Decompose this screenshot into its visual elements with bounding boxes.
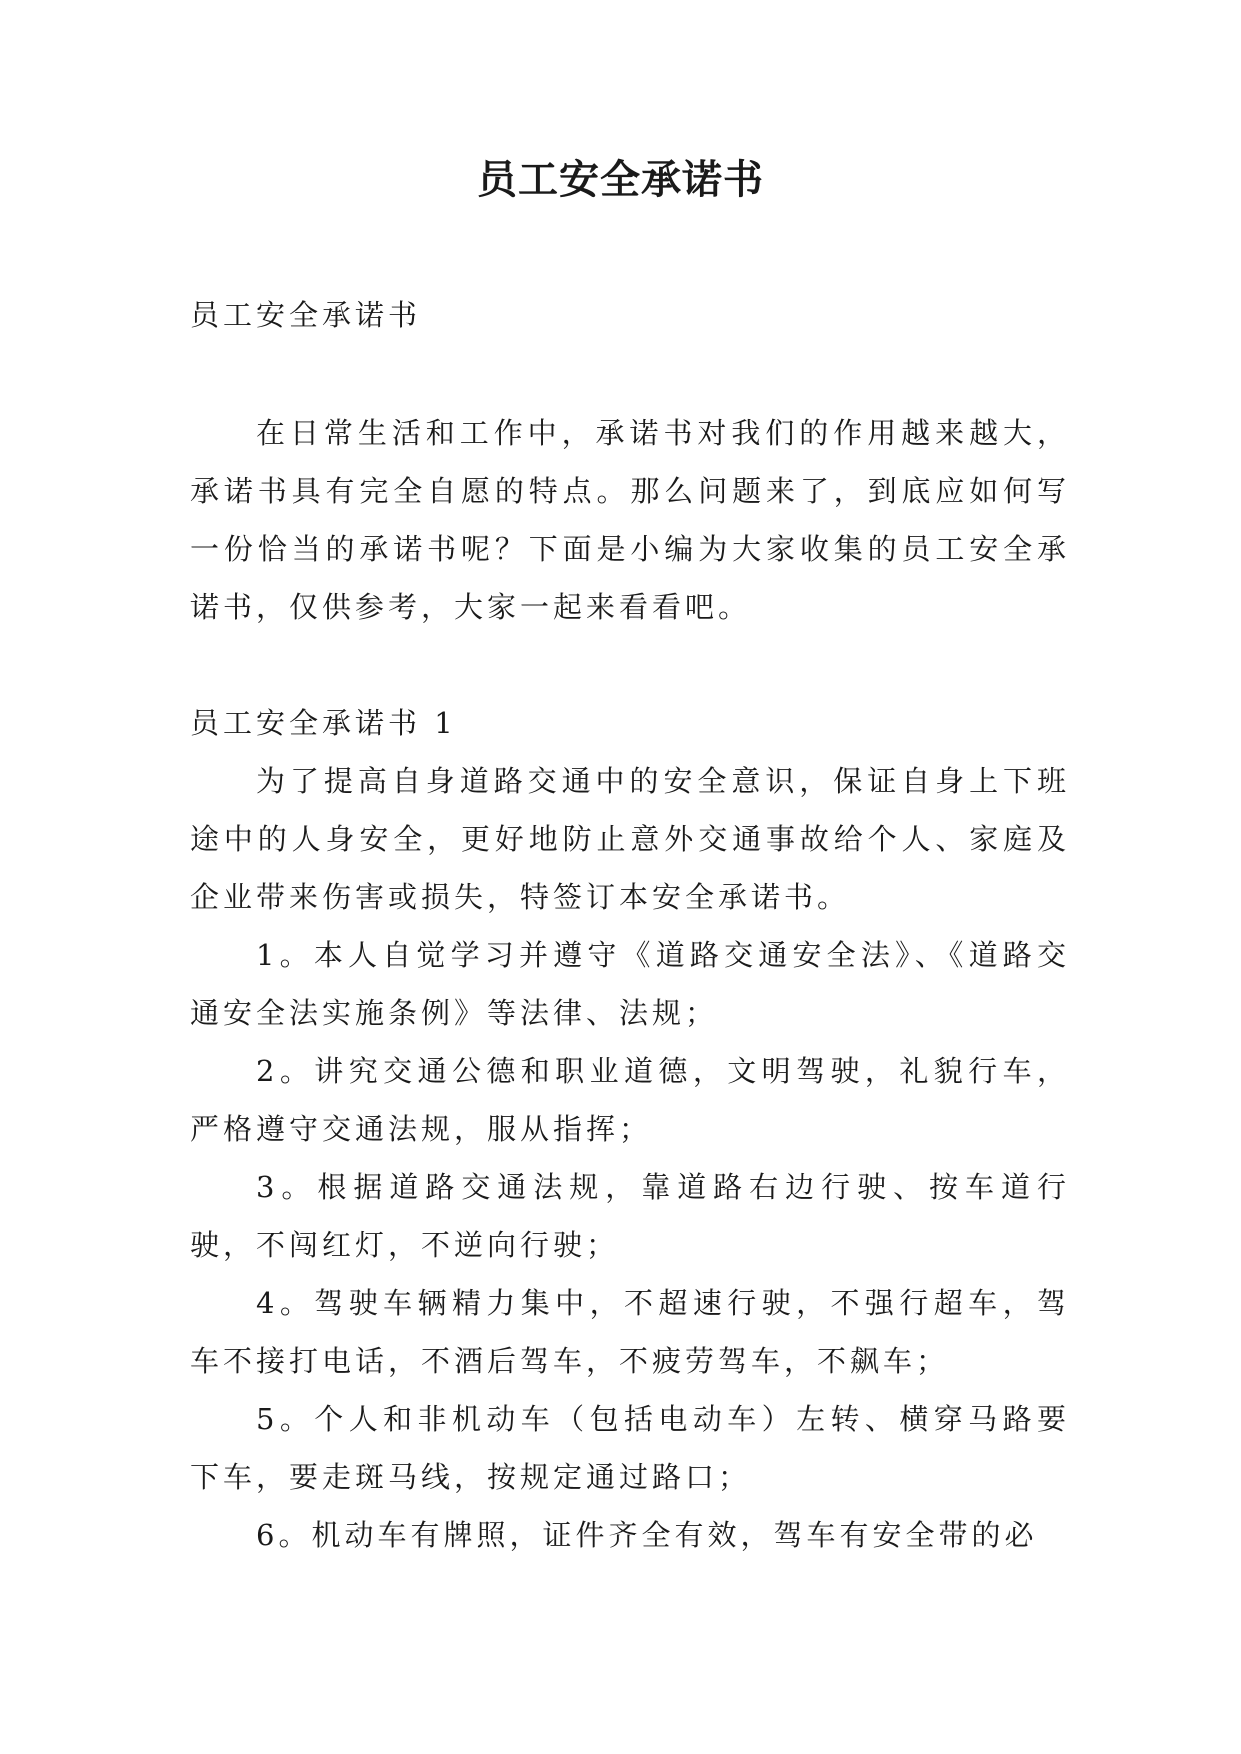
section-paragraph: 2。讲究交通公德和职业道德，文明驾驶，礼貌行车，严格遵守交通法规，服从指挥； [190, 1054, 1070, 1146]
section-paragraph: 1。本人自觉学习并遵守《道路交通安全法》、《道路交通安全法实施条例》等法律、法规； [190, 938, 1070, 1030]
section-paragraph: 3。根据道路交通法规，靠道路右边行驶、按车道行驶，不闯红灯，不逆向行驶； [190, 1170, 1070, 1262]
section-paragraph: 5。个人和非机动车（包括电动车）左转、横穿马路要下车，要走斑马线，按规定通过路口； [190, 1402, 1070, 1494]
section-heading: 员工安全承诺书 1 [190, 706, 457, 740]
intro-paragraph-block [190, 404, 1070, 636]
intro-paragraph: 在日常生活和工作中，承诺书对我们的作用越来越大，承诺书具有完全自愿的特点。那么问题来了，到底应如何写一份恰当的承诺书呢？下面是小编为大家收集的员工安全承诺书，仅供参考，大家一起来看看吧。 [190, 416, 1070, 624]
section-paragraph: 4。驾驶车辆精力集中，不超速行驶，不强行超车，驾车不接打电话，不酒后驾车，不疲劳驾车，不飙车； [190, 1286, 1070, 1378]
section-paragraph: 为了提高自身道路交通中的安全意识，保证自身上下班途中的人身安全，更好地防止意外交通事故给个人、家庭及企业带来伤害或损失，特签订本安全承诺书。 [190, 764, 1070, 914]
document-title: 员工安全承诺书 [477, 156, 764, 203]
document-subtitle: 员工安全承诺书 [190, 298, 422, 332]
section-body [190, 752, 1070, 1564]
section-paragraph: 6。机动车有牌照，证件齐全有效，驾车有安全带的必 [256, 1518, 1038, 1552]
